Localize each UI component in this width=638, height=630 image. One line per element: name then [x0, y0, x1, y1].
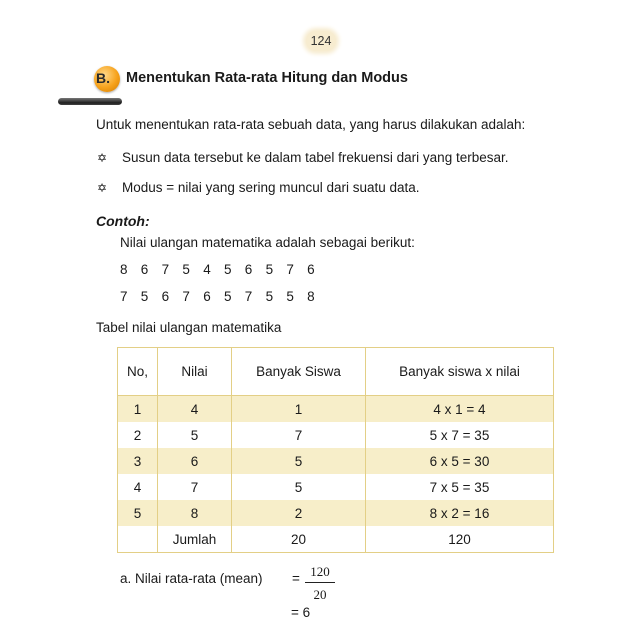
table-header-row [118, 348, 554, 396]
table-row [118, 474, 554, 500]
total-product: 120 [366, 526, 554, 553]
example-label: Contoh: [96, 213, 150, 229]
data-value: 8 [120, 262, 128, 277]
cell-nilai: 8 [158, 500, 232, 526]
data-value: 5 [182, 262, 190, 277]
page-number: 124 [306, 31, 336, 51]
fraction-line [305, 582, 335, 583]
data-value: 6 [203, 289, 211, 304]
total-students: 20 [232, 526, 366, 553]
cell-banyak-siswa: 5 [232, 448, 366, 474]
cell-no: 1 [118, 396, 158, 423]
section-letter: B. [96, 70, 110, 86]
data-value: 6 [307, 262, 315, 277]
data-value: 4 [203, 262, 211, 277]
data-value: 5 [265, 289, 274, 304]
bullet-item-1: Susun data tersebut ke dalam tabel frekuensi dari yang terbesar. [122, 150, 509, 165]
bullet-item-2: Modus = nilai yang sering muncul dari suatu data. [122, 180, 420, 195]
cell-banyak-siswa: 7 [232, 422, 366, 448]
total-label: Jumlah [158, 526, 232, 553]
data-row-1 [120, 262, 328, 277]
data-value: 6 [140, 262, 149, 277]
data-value: 7 [244, 289, 253, 304]
mean-equals: = [292, 571, 300, 586]
mean-label: a. Nilai rata-rata (mean) [120, 571, 263, 586]
data-value: 5 [286, 289, 294, 304]
data-row-2 [120, 289, 328, 304]
star-bullet-icon: ✡ [97, 151, 108, 165]
mean-denominator: 20 [313, 587, 327, 602]
cell-nilai: 7 [158, 474, 232, 500]
table-row [118, 396, 554, 423]
cell-no: 4 [118, 474, 158, 500]
cell-banyak-siswa: 1 [232, 396, 366, 423]
frequency-table [117, 347, 554, 553]
cell-product: 6 x 5 = 30 [366, 448, 554, 474]
data-value: 5 [223, 262, 232, 277]
star-bullet-icon: ✡ [97, 181, 108, 195]
table-caption: Tabel nilai ulangan matematika [96, 320, 282, 335]
data-value: 8 [307, 289, 315, 304]
intro-text: Untuk menentukan rata-rata sebuah data, yang harus dilakukan adalah: [96, 117, 526, 132]
header-banyak-siswa: Banyak Siswa [232, 348, 366, 396]
section-badge [86, 66, 126, 92]
data-value: 7 [182, 289, 190, 304]
cell-no: 3 [118, 448, 158, 474]
decorative-bar [58, 98, 122, 105]
cell-banyak-siswa: 5 [232, 474, 366, 500]
data-value: 7 [286, 262, 294, 277]
data-value: 5 [223, 289, 232, 304]
table-row [118, 448, 554, 474]
table-row [118, 500, 554, 526]
mean-numerator: 120 [310, 564, 330, 579]
section-title: Menentukan Rata-rata Hitung dan Modus [126, 70, 408, 86]
cell-nilai: 5 [158, 422, 232, 448]
table-total-row [118, 526, 554, 553]
example-text: Nilai ulangan matematika adalah sebagai berikut: [120, 235, 415, 250]
cell-empty [118, 526, 158, 553]
header-nilai: Nilai [158, 348, 232, 396]
header-product: Banyak siswa x nilai [366, 348, 554, 396]
cell-product: 8 x 2 = 16 [366, 500, 554, 526]
cell-product: 7 x 5 = 35 [366, 474, 554, 500]
cell-no: 2 [118, 422, 158, 448]
data-value: 5 [140, 289, 149, 304]
mean-result: = 6 [291, 605, 311, 620]
data-value: 6 [244, 262, 253, 277]
cell-product: 5 x 7 = 35 [366, 422, 554, 448]
data-value: 7 [161, 262, 170, 277]
cell-product: 4 x 1 = 4 [366, 396, 554, 423]
data-value: 7 [120, 289, 128, 304]
header-no: No, [118, 348, 158, 396]
table-row [118, 422, 554, 448]
cell-no: 5 [118, 500, 158, 526]
cell-banyak-siswa: 2 [232, 500, 366, 526]
cell-nilai: 6 [158, 448, 232, 474]
cell-nilai: 4 [158, 396, 232, 423]
data-value: 6 [161, 289, 170, 304]
data-value: 5 [265, 262, 274, 277]
